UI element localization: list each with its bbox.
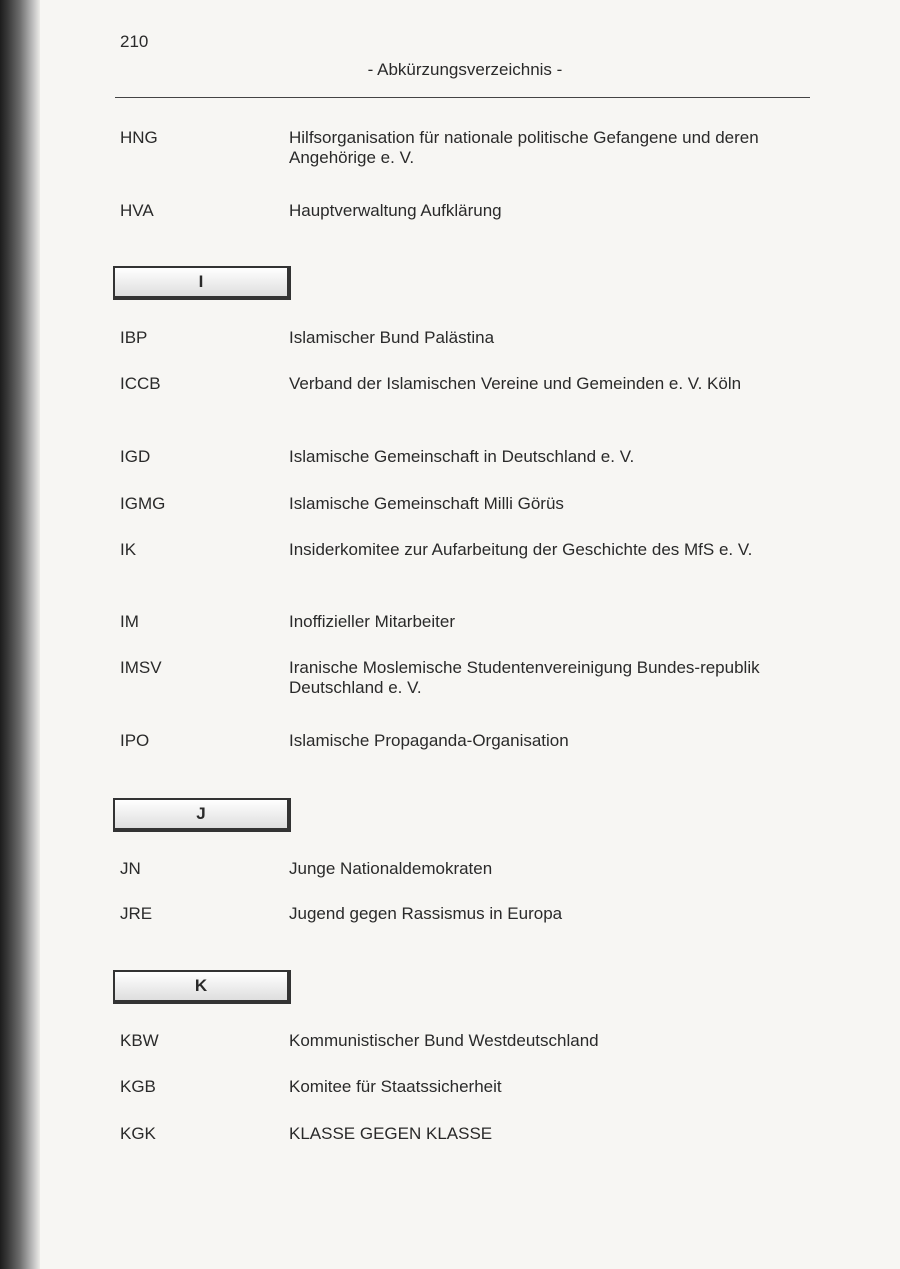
entry-term: Islamischer Bund Palästina — [289, 328, 495, 347]
entry-term: Islamische Propaganda-Organisation — [289, 731, 569, 750]
entry-term: Komitee für Staatssicherheit — [289, 1077, 502, 1096]
entry-abbreviation: IMSV — [120, 658, 162, 677]
entry-abbreviation: JRE — [120, 904, 153, 923]
entry-abbreviation: IGD — [120, 447, 151, 466]
entry-term: KLASSE GEGEN KLASSE — [289, 1124, 493, 1143]
entry-abbreviation: IPO — [120, 731, 150, 750]
entry-term: Iranische Moslemische Studentenvereinigung Bundes-republik Deutschland e. V. — [289, 658, 760, 697]
entry-term: Insiderkomitee zur Aufarbeitung der Geschichte des MfS e. V. — [289, 540, 753, 559]
entry-term: Inoffizieller Mitarbeiter — [289, 612, 455, 631]
entry-abbreviation: IGMG — [120, 494, 166, 513]
entry-abbreviation: ICCB — [120, 374, 161, 393]
header-rule — [115, 97, 810, 98]
book-binding-shadow — [0, 0, 40, 1269]
entry-abbreviation: JN — [120, 859, 141, 878]
entry-abbreviation: KGK — [120, 1124, 156, 1143]
entry-abbreviation: HNG — [120, 128, 158, 147]
running-header: - Abkürzungsverzeichnis - — [367, 60, 563, 79]
entry-term: Hauptverwaltung Aufklärung — [289, 201, 502, 220]
section-letter-k: K — [113, 970, 291, 1004]
entry-term: Verband der Islamischen Vereine und Gemeinden e. V. Köln — [289, 374, 742, 393]
entry-term: Islamische Gemeinschaft in Deutschland e. V. — [289, 447, 635, 466]
entry-term: Islamische Gemeinschaft Milli Görüs — [289, 494, 564, 513]
entry-term: Jugend gegen Rassismus in Europa — [289, 904, 563, 923]
page-number: 210 — [120, 32, 149, 51]
entry-abbreviation: KGB — [120, 1077, 156, 1096]
entry-abbreviation: IBP — [120, 328, 148, 347]
entry-term: Hilfsorganisation für nationale politische Gefangene und deren Angehörige e. V. — [289, 128, 759, 167]
section-letter-i: I — [113, 266, 291, 300]
entry-abbreviation: IK — [120, 540, 137, 559]
section-letter-j: J — [113, 798, 291, 832]
entry-term: Kommunistischer Bund Westdeutschland — [289, 1031, 599, 1050]
entry-abbreviation: IM — [120, 612, 139, 631]
entry-term: Junge Nationaldemokraten — [289, 859, 493, 878]
entry-abbreviation: HVA — [120, 201, 154, 220]
entry-abbreviation: KBW — [120, 1031, 159, 1050]
